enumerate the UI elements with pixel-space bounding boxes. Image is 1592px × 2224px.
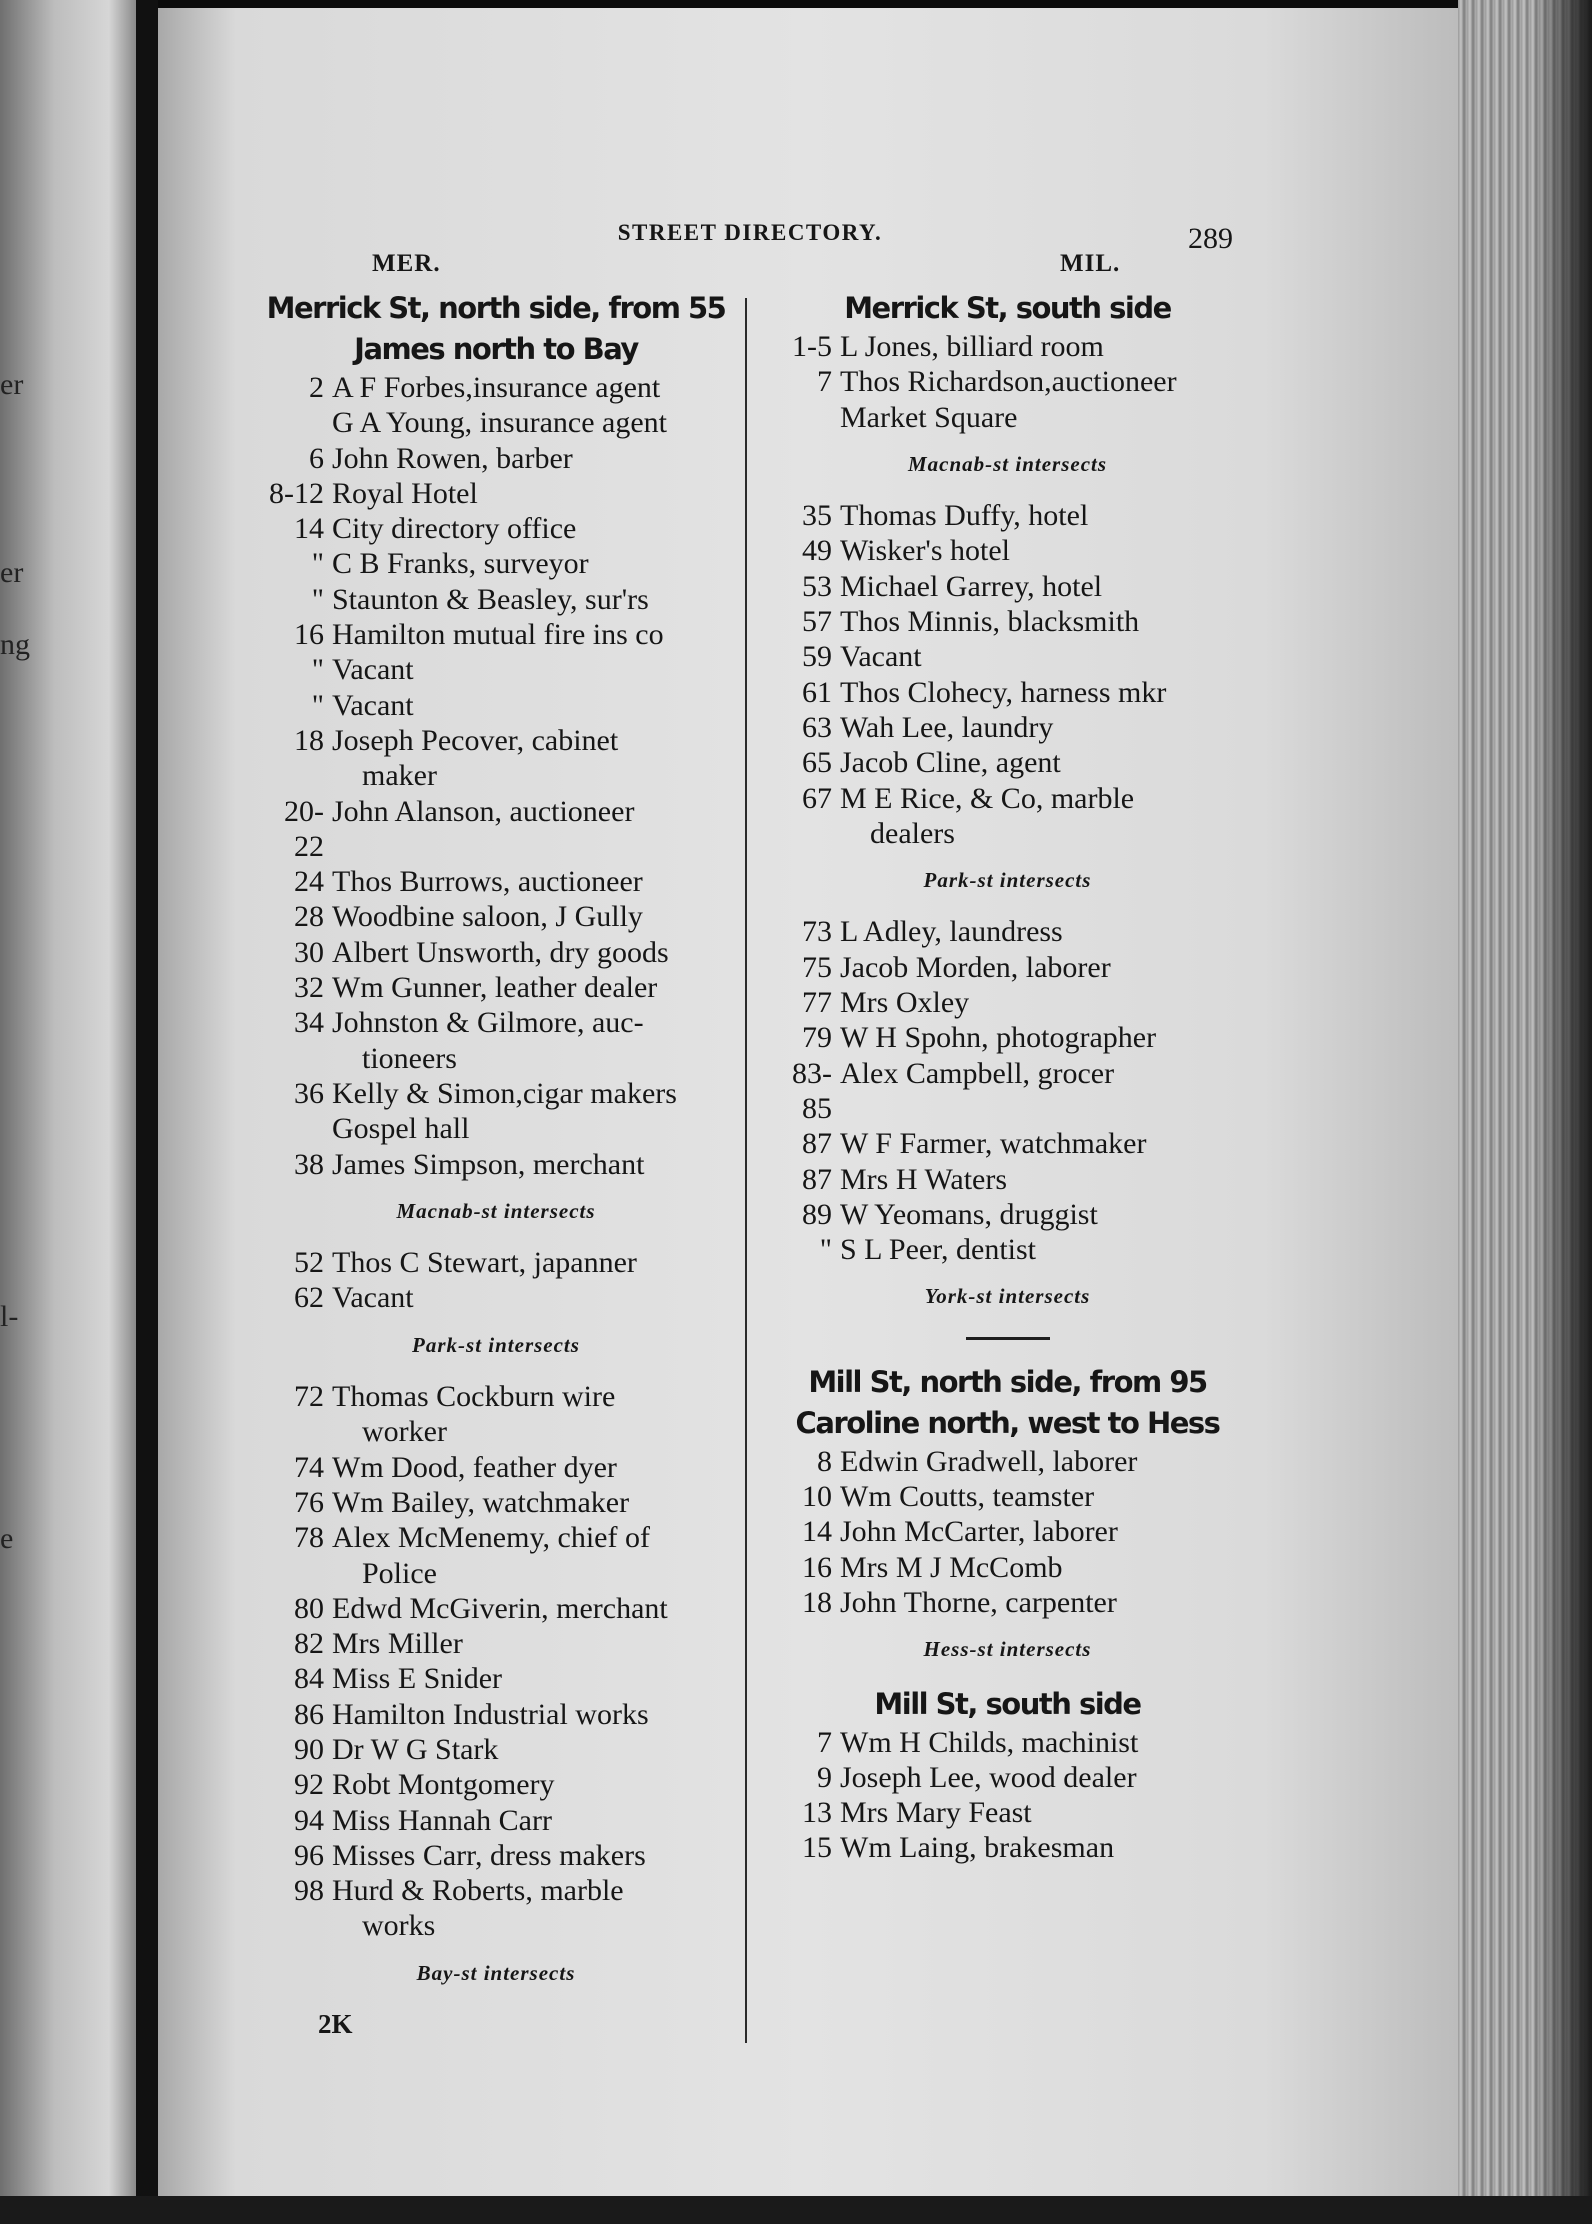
directory-entry [780, 675, 1235, 710]
occupant-text [332, 1661, 730, 1696]
house-number: 28 [294, 900, 324, 934]
house-number: 89 [802, 1197, 832, 1231]
occupant-name: Wm Bailey, watchmaker [332, 1485, 630, 1519]
occupant-continuation: maker [362, 759, 437, 793]
house-number: 87 [802, 1127, 832, 1161]
occupant-name: Woodbine saloon, J Gully [332, 900, 643, 934]
occupant-name: Mrs Miller [332, 1627, 463, 1661]
occupant-name: Wisker's hotel [840, 534, 1010, 568]
directory-entry [262, 1005, 730, 1076]
running-head: STREET DIRECTORY. [617, 220, 883, 245]
directory-entry [262, 370, 730, 405]
directory-entry [262, 441, 730, 476]
occupant-text [840, 1056, 1235, 1091]
occupant-text [840, 1197, 1235, 1232]
house-number: 83-85 [792, 1056, 832, 1125]
occupant-name: John Thorne, carpenter [840, 1585, 1117, 1619]
house-number: 90 [294, 1732, 324, 1766]
occupant-name: Dr W G Stark [332, 1732, 499, 1766]
house-number: 6 [309, 441, 324, 475]
occupant-name: Vacant [332, 688, 414, 722]
house-number: " [311, 582, 324, 616]
house-number: 18 [802, 1585, 832, 1619]
occupant-text [840, 498, 1235, 533]
occupant-text [840, 533, 1235, 568]
occupant-text [332, 1803, 730, 1838]
occupant-text [840, 1585, 1235, 1620]
directory-entry [262, 1767, 730, 1802]
guide-word-left: MER. [372, 250, 441, 277]
occupant-text [332, 1591, 730, 1626]
occupant-name: Michael Garrey, hotel [840, 569, 1103, 603]
directory-entry [262, 405, 730, 440]
occupant-name: Alex Campbell, grocer [840, 1056, 1115, 1090]
house-number: 92 [294, 1768, 324, 1802]
occupant-name: Misses Carr, dress makers [332, 1838, 646, 1872]
adjacent-page-fragment: l- [0, 1300, 19, 1333]
house-number: 77 [802, 986, 832, 1020]
house-number: 87 [802, 1162, 832, 1196]
house-number: 20-22 [284, 794, 324, 863]
occupant-name: L Adley, laundress [840, 915, 1063, 949]
directory-entry [780, 639, 1235, 674]
directory-entry [780, 533, 1235, 568]
occupant-name: Hurd & Roberts, marble [332, 1874, 624, 1908]
occupant-name: Jacob Cline, agent [840, 746, 1061, 780]
occupant-name: Wm Coutts, teamster [840, 1480, 1095, 1514]
occupant-text [332, 1379, 730, 1450]
directory-entry [780, 1126, 1235, 1161]
house-number: 30 [294, 935, 324, 969]
street-heading: Merrick St, south side [844, 291, 1171, 325]
occupant-name: Jacob Morden, laborer [840, 950, 1111, 984]
occupant-text [332, 1732, 730, 1767]
house-number: 59 [802, 640, 832, 674]
occupant-text [840, 985, 1235, 1020]
scan-bottom-edge [0, 2196, 1592, 2224]
occupant-text [840, 329, 1235, 364]
house-number: 24 [294, 865, 324, 899]
house-number: 14 [294, 512, 324, 546]
occupant-name: S L Peer, dentist [840, 1233, 1036, 1267]
directory-entry [780, 1162, 1235, 1197]
occupant-name: Mrs H Waters [840, 1162, 1008, 1196]
occupant-text [840, 569, 1235, 604]
directory-entry [780, 569, 1235, 604]
occupant-text [332, 1245, 730, 1280]
occupant-name: W F Farmer, watchmaker [840, 1127, 1147, 1161]
directory-entry [262, 582, 730, 617]
directory-entry [780, 1514, 1235, 1549]
directory-entry [262, 1147, 730, 1182]
column-rule [745, 298, 747, 2043]
occupant-name: Thomas Cockburn wire [332, 1380, 616, 1414]
directory-entry [262, 1520, 730, 1591]
occupant-text [840, 710, 1235, 745]
occupant-name: Thos Richardson,auctioneer [840, 365, 1177, 399]
occupant-text [840, 400, 1235, 435]
occupant-text [332, 652, 730, 687]
directory-entry [262, 1803, 730, 1838]
directory-entry [780, 1479, 1235, 1514]
occupant-text [332, 1838, 730, 1873]
house-number: 2 [309, 371, 324, 404]
occupant-continuation: dealers [870, 816, 955, 850]
occupant-name: A F Forbes,insurance agent [332, 371, 661, 404]
directory-entry [262, 1873, 730, 1944]
occupant-text [332, 1520, 730, 1591]
occupant-name: John Rowen, barber [332, 441, 573, 475]
directory-entry [262, 1076, 730, 1111]
occupant-text [332, 1626, 730, 1661]
directory-entry [780, 985, 1235, 1020]
house-number: 84 [294, 1662, 324, 1696]
directory-entry [262, 1111, 730, 1146]
occupant-text [332, 864, 730, 899]
house-number: 96 [294, 1838, 324, 1872]
house-number: 7 [817, 365, 832, 399]
directory-entry [262, 617, 730, 652]
occupant-name: Royal Hotel [332, 476, 478, 510]
occupant-text [840, 781, 1235, 852]
directory-entry [780, 329, 1235, 364]
house-number: 14 [802, 1515, 832, 1549]
occupant-text [840, 675, 1235, 710]
directory-entry [780, 1444, 1235, 1479]
directory-entry [780, 745, 1235, 780]
house-number: 16 [294, 618, 324, 652]
house-number: 76 [294, 1485, 324, 1519]
occupant-continuation: worker [362, 1415, 447, 1449]
house-number: " [819, 1233, 832, 1267]
house-number: 8-12 [269, 476, 324, 510]
house-number: 65 [802, 746, 832, 780]
occupant-text [332, 1450, 730, 1485]
occupant-name: Thomas Duffy, hotel [840, 499, 1089, 533]
occupant-text [840, 1479, 1235, 1514]
house-number: 82 [294, 1627, 324, 1661]
occupant-text [332, 405, 730, 440]
occupant-text [840, 950, 1235, 985]
occupant-continuation: Police [362, 1556, 437, 1590]
house-number: 34 [294, 1006, 324, 1040]
occupant-text [332, 1873, 730, 1944]
adjacent-page-fragment: er [0, 368, 24, 401]
house-number: 8 [817, 1444, 832, 1478]
house-number: 13 [802, 1796, 832, 1830]
occupant-name: M E Rice, & Co, marble [840, 781, 1135, 815]
directory-entry [262, 1591, 730, 1626]
occupant-text [840, 364, 1235, 399]
printer-signature: 2K [318, 2009, 353, 2040]
house-number: 62 [294, 1281, 324, 1315]
house-number: 1-5 [792, 330, 832, 363]
house-number: 53 [802, 569, 832, 603]
occupant-text [840, 1020, 1235, 1055]
occupant-name: Hamilton Industrial works [332, 1697, 649, 1731]
adjacent-page-fragment: e [0, 1522, 14, 1555]
occupant-text [840, 1550, 1235, 1585]
occupant-name: Thos C Stewart, japanner [332, 1246, 637, 1280]
house-number: 94 [294, 1803, 324, 1837]
directory-entry [262, 1661, 730, 1696]
directory-entry [780, 950, 1235, 985]
directory-entry [262, 794, 730, 865]
adjacent-page-fragment: ng [0, 628, 30, 661]
occupant-name: Joseph Pecover, cabinet [332, 723, 619, 757]
occupant-name: John McCarter, laborer [840, 1515, 1118, 1549]
occupant-text [332, 970, 730, 1005]
intersection-note: Hess-st intersects [923, 1637, 1092, 1662]
occupant-name: Gospel hall [332, 1112, 470, 1146]
house-number: 67 [802, 781, 832, 815]
directory-entry [780, 914, 1235, 949]
occupant-name: Market Square [840, 400, 1018, 434]
house-number: 7 [817, 1725, 832, 1759]
occupant-text [332, 546, 730, 581]
house-number: " [311, 688, 324, 722]
house-number: 61 [802, 675, 832, 709]
section-separator [966, 1337, 1050, 1340]
house-number: 79 [802, 1021, 832, 1055]
occupant-text [332, 1767, 730, 1802]
occupant-continuation: tioneers [362, 1041, 457, 1075]
directory-entry [262, 546, 730, 581]
directory-entry [262, 1838, 730, 1873]
house-number: 49 [802, 534, 832, 568]
occupant-name: Wah Lee, laundry [840, 710, 1054, 744]
street-heading: Mill St, north side, from 95 Caroline north, west to Hess [795, 1364, 1220, 1440]
occupant-text [840, 745, 1235, 780]
occupant-name: Albert Unsworth, dry goods [332, 935, 669, 969]
directory-entry [262, 1379, 730, 1450]
directory-entry [262, 1732, 730, 1767]
house-number: 38 [294, 1147, 324, 1181]
occupant-name: Joseph Lee, wood dealer [840, 1760, 1137, 1794]
occupant-name: John Alanson, auctioneer [332, 794, 635, 828]
occupant-text [332, 723, 730, 794]
occupant-text [332, 370, 730, 405]
directory-entry [262, 1485, 730, 1520]
house-number: " [311, 547, 324, 581]
occupant-name: Vacant [332, 1281, 414, 1315]
occupant-name: W Yeomans, druggist [840, 1197, 1098, 1231]
occupant-name: C B Franks, surveyor [332, 547, 589, 581]
page-number: 289 [1188, 222, 1233, 255]
page-edges [1458, 0, 1592, 2224]
right-column [780, 288, 1235, 1866]
occupant-text [332, 1697, 730, 1732]
occupant-name: Mrs M J McComb [840, 1550, 1063, 1584]
occupant-text [332, 582, 730, 617]
occupant-text [332, 617, 730, 652]
house-number: 36 [294, 1076, 324, 1110]
occupant-name: James Simpson, merchant [332, 1147, 645, 1181]
occupant-text [840, 1444, 1235, 1479]
house-number: 74 [294, 1450, 324, 1484]
directory-entry [262, 652, 730, 687]
directory-entry [780, 1795, 1235, 1830]
house-number: 10 [802, 1480, 832, 1514]
intersection-note: Park-st intersects [923, 868, 1092, 893]
directory-entry [780, 1760, 1235, 1795]
directory-entry [262, 935, 730, 970]
occupant-text [332, 1005, 730, 1076]
house-number: 75 [802, 950, 832, 984]
book-gutter [136, 0, 158, 2224]
directory-entry [780, 1550, 1235, 1585]
directory-entry [780, 1725, 1235, 1760]
occupant-name: Wm Gunner, leather dealer [332, 971, 658, 1005]
occupant-text [840, 1514, 1235, 1549]
occupant-name: Vacant [840, 640, 922, 674]
occupant-name: Alex McMenemy, chief of [332, 1521, 650, 1555]
intersection-note: Bay-st intersects [416, 1960, 576, 1985]
occupant-continuation: works [362, 1909, 436, 1943]
directory-entry [780, 1056, 1235, 1127]
house-number: 98 [294, 1874, 324, 1908]
directory-entry [780, 1020, 1235, 1055]
directory-entry [262, 899, 730, 934]
occupant-text [840, 639, 1235, 674]
occupant-name: W H Spohn, photographer [840, 1021, 1157, 1055]
occupant-text [332, 1280, 730, 1315]
house-number: 16 [802, 1550, 832, 1584]
house-number: 78 [294, 1521, 324, 1555]
house-number: 72 [294, 1380, 324, 1414]
directory-entry [780, 1232, 1235, 1267]
house-number: 9 [817, 1760, 832, 1794]
directory-entry [780, 498, 1235, 533]
house-number: 73 [802, 915, 832, 949]
occupant-name: Thos Burrows, auctioneer [332, 865, 643, 899]
occupant-text [332, 1111, 730, 1146]
directory-entry [262, 1450, 730, 1485]
occupant-text [332, 1076, 730, 1111]
house-number: 80 [294, 1591, 324, 1625]
house-number: 18 [294, 723, 324, 757]
occupant-text [332, 688, 730, 723]
occupant-text [840, 1725, 1235, 1760]
directory-entry [262, 688, 730, 723]
directory-entry [780, 1585, 1235, 1620]
directory-entry [780, 781, 1235, 852]
occupant-name: Staunton & Beasley, sur'rs [332, 582, 649, 616]
occupant-text [332, 1485, 730, 1520]
occupant-name: Miss E Snider [332, 1662, 503, 1696]
intersection-note: Macnab-st intersects [907, 451, 1108, 476]
directory-entry [262, 476, 730, 511]
occupant-name: Wm Laing, brakesman [840, 1831, 1115, 1865]
occupant-text [840, 1830, 1235, 1865]
occupant-name: Wm Dood, feather dyer [332, 1450, 617, 1484]
occupant-text [332, 899, 730, 934]
directory-entry [262, 1245, 730, 1280]
directory-entry [262, 1280, 730, 1315]
house-number: " [311, 653, 324, 687]
adjacent-page-fragment: er [0, 556, 24, 589]
occupant-text [840, 914, 1235, 949]
adjacent-page-strip [0, 0, 136, 2224]
occupant-name: Hamilton mutual fire ins co [332, 618, 664, 652]
intersection-note: Macnab-st intersects [396, 1198, 596, 1223]
occupant-name: Edwin Gradwell, laborer [840, 1444, 1138, 1478]
directory-entry [262, 1697, 730, 1732]
house-number: 15 [802, 1831, 832, 1865]
occupant-text [332, 476, 730, 511]
occupant-text [332, 511, 730, 546]
directory-entry [262, 723, 730, 794]
occupant-name: Thos Minnis, blacksmith [840, 605, 1140, 639]
occupant-name: Miss Hannah Carr [332, 1803, 552, 1837]
house-number: 57 [802, 605, 832, 639]
street-heading: Merrick St, north side, from 55 James north to Bay [266, 291, 726, 366]
left-column [262, 288, 730, 2042]
occupant-name: Mrs Mary Feast [840, 1796, 1032, 1830]
directory-entry [262, 511, 730, 546]
directory-entry [262, 864, 730, 899]
occupant-name: Vacant [332, 653, 414, 687]
occupant-name: Kelly & Simon,cigar makers [332, 1076, 677, 1110]
directory-entry [780, 1197, 1235, 1232]
street-heading: Mill St, south side [874, 1686, 1141, 1721]
occupant-name: Edwd McGiverin, merchant [332, 1591, 668, 1625]
occupant-name: L Jones, billiard room [840, 330, 1104, 363]
house-number: 86 [294, 1697, 324, 1731]
occupant-name: City directory office [332, 512, 577, 546]
guide-word-right: MIL. [1060, 250, 1121, 277]
house-number: 35 [802, 499, 832, 533]
house-number: 32 [294, 971, 324, 1005]
occupant-text [840, 604, 1235, 639]
directory-entry [262, 970, 730, 1005]
occupant-name: G A Young, insurance agent [332, 406, 667, 440]
directory-entry [780, 604, 1235, 639]
occupant-text [332, 935, 730, 970]
directory-entry [780, 1830, 1235, 1865]
directory-entry [780, 710, 1235, 745]
occupant-name: Johnston & Gilmore, auc- [332, 1006, 644, 1040]
occupant-name: Robt Montgomery [332, 1768, 555, 1802]
occupant-name: Thos Clohecy, harness mkr [840, 675, 1167, 709]
occupant-text [840, 1126, 1235, 1161]
occupant-text [840, 1760, 1235, 1795]
occupant-text [332, 1147, 730, 1182]
house-number: 52 [294, 1246, 324, 1280]
occupant-name: Mrs Oxley [840, 986, 970, 1020]
house-number: 63 [802, 710, 832, 744]
intersection-note: Park-st intersects [412, 1332, 580, 1357]
directory-entry [262, 1626, 730, 1661]
directory-entry [780, 400, 1235, 435]
occupant-name: Wm H Childs, machinist [840, 1725, 1139, 1759]
directory-entry [780, 364, 1235, 399]
occupant-text [332, 794, 730, 829]
occupant-text [332, 441, 730, 476]
occupant-text [840, 1795, 1235, 1830]
occupant-text [840, 1232, 1235, 1267]
intersection-note: York-st intersects [924, 1284, 1091, 1309]
occupant-text [840, 1162, 1235, 1197]
